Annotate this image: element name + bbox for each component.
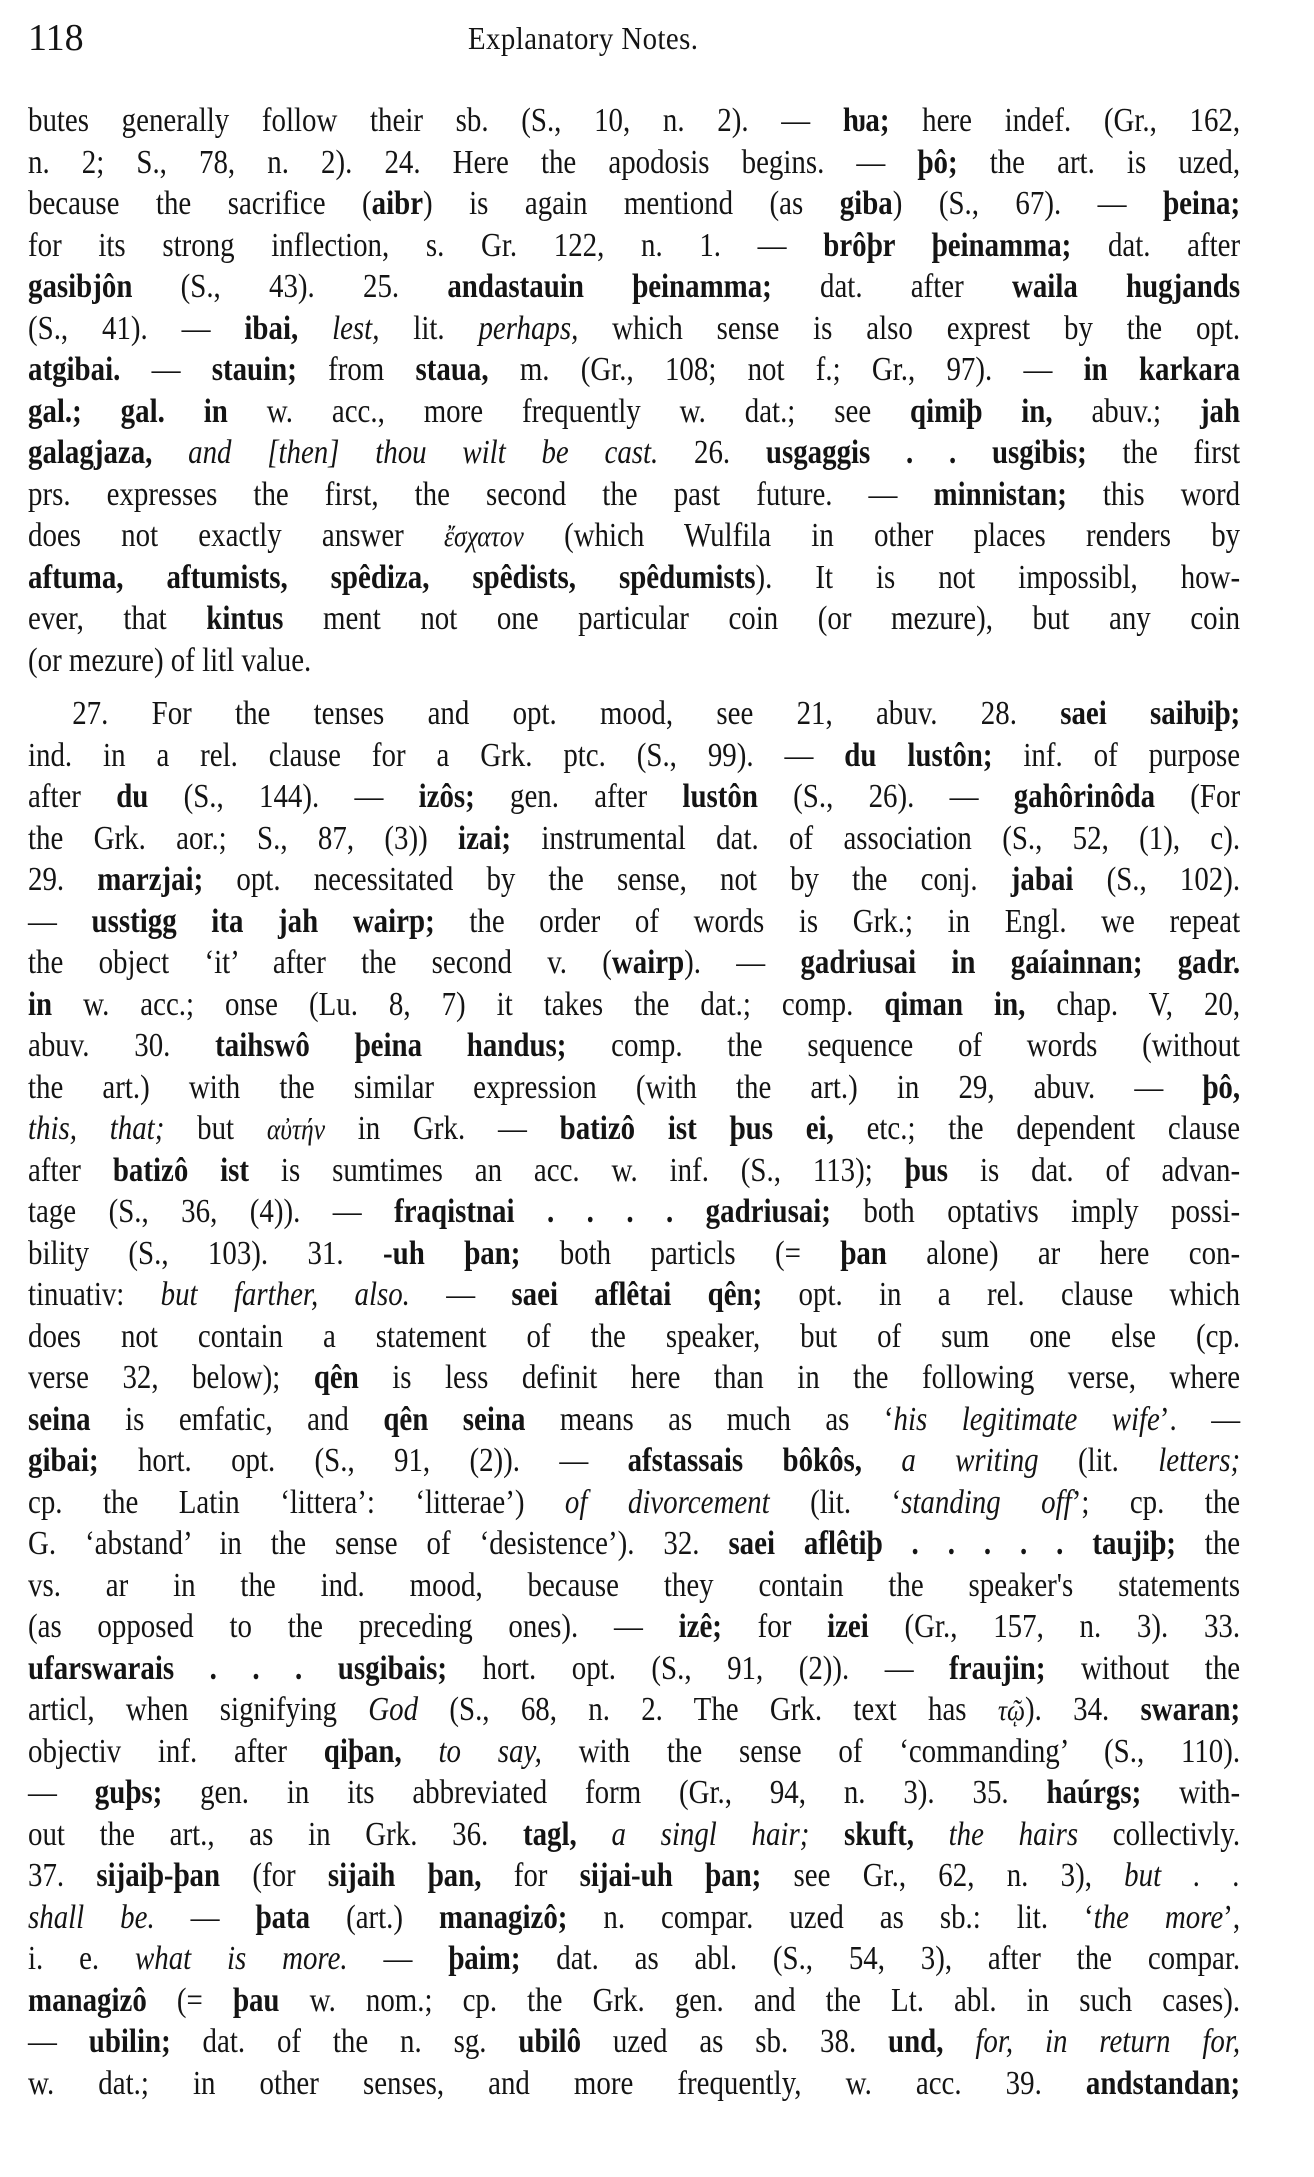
bold-term: sijai-uh þan; [579,1857,762,1894]
bold-term: batizô ist [112,1151,250,1189]
text-run: in Grk. — [325,1110,560,1147]
bold-term: lustôn [682,778,758,815]
text-run: ’; cp. the [1071,1483,1241,1521]
text-run: tage (S., 36, (4)). — [28,1193,395,1230]
text-run: n. compar. uzed as sb.: lit. ‘ [567,1898,1094,1936]
text-run: cp. the Latin ‘littera’: ‘litterae’) [28,1483,565,1521]
paragraph [28,100,1240,681]
text-run: after [28,1151,113,1189]
bold-term: du lustôn; [844,736,993,774]
text-run: 37. [28,1857,97,1894]
bold-term: du [116,778,149,815]
bold-term: aftuma, aftumists, spêdiza, spêdists, spêdumists [28,558,756,596]
text-run: ind. in a rel. clause for a Grk. ptc. (S., 99). — [28,736,845,774]
text-run: gen. after [474,778,683,815]
bold-term: ubilô [518,2023,582,2060]
italic-gloss: but farther, also. [160,1276,410,1313]
bold-term: þan [840,1234,887,1272]
text-line [28,1980,1240,2022]
bold-term: taihswô þeina handus; [215,1027,567,1064]
text-line [28,266,1240,308]
bold-term: stauin; [211,351,297,388]
italic-gloss: the hairs [913,1815,1079,1853]
bold-term: þaim; [448,1940,521,1977]
italic-gloss: to say, [401,1732,542,1770]
text-line [28,1855,1240,1897]
bold-term: qimiþ in, [910,392,1053,430]
text-line [28,1150,1240,1192]
bold-term: usstigg ita jah wairp; [91,902,435,940]
text-line [28,308,1240,350]
text-run: after [28,778,117,815]
text-run: (lit. ‘ [769,1483,902,1521]
bold-term: gibai; [28,1442,99,1479]
text-run: because the sacrifice ( [28,185,372,222]
italic-gloss: this, that; [28,1110,165,1147]
italic-gloss: the more [1093,1898,1224,1936]
text-run: abuv.; [1052,392,1200,430]
bold-term: swaran; [1140,1691,1241,1728]
text-run: ’, [1223,1898,1241,1936]
text-line [28,640,1240,682]
text-run: etc.; the dependent clause [833,1110,1241,1147]
italic-gloss: of divorcement [564,1483,770,1521]
text-run: — [409,1276,512,1313]
bold-term: tagl, [522,1815,577,1853]
bold-term: -uh þan; [383,1234,521,1272]
italic-gloss: God [368,1691,419,1728]
text-line [28,1606,1240,1648]
bold-term: skuft, [844,1815,914,1853]
text-line [28,1025,1240,1067]
italic-gloss: what is more. [134,1940,348,1977]
text-run: for [721,1608,828,1645]
bold-term: saei aflêtai qên; [511,1276,763,1313]
text-run: ) (S., 67). — [892,185,1164,222]
text-line [28,1233,1240,1275]
bold-term: qên seina [383,1400,526,1438]
text-run: w. acc., more frequently w. dat.; see [227,392,911,430]
bold-term: þô; [917,143,958,181]
bold-term: brôþr þeinamma; [823,226,1072,264]
text-line [28,1108,1240,1150]
bold-term: ƕa; [842,102,890,139]
text-run: which sense is also exprest by the opt. [578,309,1241,347]
text-run: chap. V, 20, [1025,985,1241,1023]
text-run: n. 2; S., 78, n. 2). 24. Here the apodosis begins. — [28,143,918,181]
bold-term: izôs; [418,778,475,815]
bold-term: ibai, [244,309,299,347]
text-run: alone) ar here con- [886,1234,1241,1272]
text-run: the object ‘it’ after the second v. ( [28,944,612,981]
text-run: inf. of purpose [992,736,1241,774]
bold-term: marzjai; [97,861,204,898]
bold-term: gadriusai in gaíainnan; [800,944,1143,981]
text-run: ) is again mentiond (as [423,185,840,222]
italic-gloss: but . . [1124,1857,1241,1894]
text-line [28,1440,1240,1482]
text-run: m. (Gr., 108; not f.; Gr., 97). — [488,351,1084,388]
bold-term: izê; [678,1608,722,1645]
text-line [28,1316,1240,1358]
text-line [28,2063,1240,2105]
text-line [28,1772,1240,1814]
text-run: ). 34. [1024,1691,1141,1728]
text-run: (S., 43). 25. [132,268,448,305]
text-run: ever, that [28,600,207,637]
bold-term: þô, [1202,1068,1241,1106]
bold-term: haúrgs; [1046,1774,1142,1811]
text-run: but [164,1110,267,1147]
text-run: — [28,1774,95,1811]
text-line [28,1482,1240,1524]
italic-gloss: his legitimate wife [893,1400,1160,1438]
bold-term: managizô; [438,1898,568,1936]
text-run: — [154,1898,256,1936]
text-run: (as opposed to the preceding ones). — [28,1608,679,1645]
italic-gloss: for, in return for, [943,2023,1241,2060]
text-run: (For [1155,778,1241,815]
text-line [28,1814,1240,1856]
text-run: ). It is not impossibl, how- [755,558,1241,596]
text-run: means as much as ‘ [525,1400,894,1438]
bold-term: qiþan, [323,1732,402,1770]
bold-term: þus [904,1151,949,1189]
text-line [28,1191,1240,1233]
text-run: this word [1066,475,1241,513]
text-run: (S., 41). — [28,309,245,347]
text-run: here indef. (Gr., 162, [889,102,1241,139]
greek-word: ἔσχατον [443,520,524,553]
text-run [809,1816,844,1853]
text-line [28,557,1240,599]
bold-term: qên [313,1359,359,1396]
bold-term: aibr [371,185,424,222]
text-run: 29. [28,861,98,898]
paragraph [28,693,1240,2104]
text-line [28,1067,1240,1109]
text-run: (Gr., 157, n. 3). 33. [868,1608,1241,1645]
text-run: out the art., as in Grk. 36. [28,1815,523,1853]
text-line [28,735,1240,777]
bold-term: sijaih þan, [327,1857,482,1894]
text-run: — [28,902,92,940]
text-run: hort. opt. (S., 91, (2)). — [446,1649,950,1687]
text-run: tinuativ: [28,1276,161,1313]
text-run: both optativs imply possi- [830,1193,1241,1230]
text-run: is less definit here than in the following verse, where [358,1359,1241,1396]
text-run: is sumtimes an acc. w. inf. (S., 113); [249,1151,905,1189]
text-run: dat. after [1071,226,1241,264]
text-line [28,1565,1240,1607]
text-run: ). — [684,944,801,981]
text-line [28,100,1240,142]
greek-word: τῷ [997,1694,1025,1727]
italic-gloss: perhaps, [478,309,579,347]
text-line [28,1357,1240,1399]
text-run: without the [1045,1649,1241,1687]
bold-term: wairp [611,944,685,981]
bold-term: waila hugjands [1011,268,1241,305]
bold-term: þata [255,1898,311,1936]
italic-gloss: a singl hair; [576,1815,810,1853]
text-run: w. nom.; cp. the Grk. gen. and the Lt. abl. in such cases). [279,1981,1241,2019]
bold-term: giba [839,185,893,222]
text-run: dat. of the n. sg. [170,2023,519,2060]
text-run: with- [1141,1774,1241,1811]
italic-gloss: shall be. [28,1898,155,1936]
running-head-title: Explanatory Notes. [468,20,699,56]
text-run: the art. is uzed, [957,143,1241,181]
bold-term: sijaiþ-þan [96,1857,221,1894]
bold-term: und, [888,2023,944,2060]
text-run: opt. necessitated by the sense, not by the conj. [203,861,1011,898]
italic-gloss: lest, [298,309,380,347]
text-run: i. e. [28,1940,135,1977]
bold-term: ubilin; [88,2023,171,2060]
bold-term: saei saiƕiþ; [1060,695,1241,732]
bold-term: jah [1199,392,1241,430]
text-run: is emfatic, and [90,1400,384,1438]
text-run: butes generally follow their sb. (S., 10, n. 2). — [28,102,843,139]
italic-gloss: standing off [901,1483,1072,1521]
text-run: (= [146,1981,233,2019]
text-run: (art.) [310,1898,439,1936]
text-line [28,942,1240,984]
text-line [28,818,1240,860]
text-run [1142,944,1177,981]
text-line [28,598,1240,640]
text-run: (for [220,1857,328,1894]
text-line [28,2021,1240,2063]
bold-term: in [28,985,53,1023]
text-run: articl, when signifying [28,1691,369,1728]
bold-term: afstassais bôkôs, [627,1442,863,1479]
text-run: the art.) with the similar expression (with the art.) in 29, abuv. — [28,1068,1203,1106]
text-run: see Gr., 62, n. 3), [761,1857,1125,1894]
body-text [28,100,1240,2116]
text-run: (which Wulfila in other places renders by [523,517,1241,554]
text-run: ment not one particular coin (or mezure), but any coin [283,600,1241,637]
greek-word: αὐτήν [266,1113,326,1146]
bold-term: minnistan; [933,475,1067,513]
text-line [28,1274,1240,1316]
text-line [28,349,1240,391]
text-run: is dat. of advan- [948,1151,1241,1189]
text-line [28,225,1240,267]
text-run: lit. [379,309,479,347]
text-run: — [28,2023,89,2060]
text-run: for [481,1857,580,1894]
bold-term: jabai [1010,861,1074,898]
bold-term: fraqistnai . . . . gadriusai; [394,1193,831,1230]
text-run: bility (S., 103). 31. [28,1234,384,1272]
italic-gloss: letters; [1158,1442,1241,1479]
text-line [28,391,1240,433]
text-run: does not contain a statement of the speaker, but of sum one else (cp. [28,1317,1241,1355]
bold-term: þau [232,1981,280,2019]
text-run: for its strong inflection, s. Gr. 122, n. 1. — [28,226,824,264]
text-run: 27. For the tenses and opt. mood, see 21, abuv. 28. [72,695,1061,732]
bold-term: izei [827,1608,869,1645]
text-line [28,693,1240,735]
bold-term: atgibai. [28,351,121,388]
text-run: w. dat.; in other senses, and more frequently, w. acc. 39. [28,2064,1086,2102]
text-run: (lit. [1038,1442,1159,1479]
text-run: dat. after [771,268,1012,305]
text-run: ’. — [1159,1400,1241,1438]
text-run: the first [1086,434,1241,471]
bold-term: guþs; [94,1774,163,1811]
text-run: verse 32, below); [28,1359,314,1396]
text-run: — [120,351,212,388]
text-run: (S., 68, n. 2. The Grk. text has [418,1691,998,1728]
bold-term: gadr. [1177,944,1241,981]
text-run: — [347,1940,449,1977]
text-run: vs. ar in the ind. mood, because they contain the speaker's statements [28,1566,1241,1604]
text-line [28,901,1240,943]
text-run: uzed as sb. 38. [581,2023,889,2060]
text-run: opt. in a rel. clause which [762,1276,1241,1313]
bold-term: batizô ist þus ei, [559,1110,834,1147]
bold-term: gahôrinôda [1013,778,1156,815]
text-run: both particls (= [520,1234,841,1272]
bold-term: galagjaza, [28,434,153,471]
bold-term: qiman in, [884,985,1026,1023]
bold-term: staua, [415,351,489,388]
text-line [28,474,1240,516]
bold-term: fraujin; [949,1649,1046,1687]
text-run: prs. expresses the first, the second the past future. — [28,475,934,513]
text-run: collectivly. [1078,1815,1241,1853]
bold-term: andastauin þeinamma; [447,268,772,305]
text-run: (or mezure) of litl value. [28,641,312,679]
text-run: w. acc.; onse (Lu. 8, 7) it takes the dat.; comp. [52,985,885,1023]
text-line [28,859,1240,901]
text-run: (S., 26). — [757,778,1014,815]
text-line [28,515,1240,557]
text-run: the [1175,1525,1241,1562]
bold-term: saei aflêtiþ . . . . . taujiþ; [728,1525,1176,1562]
text-run: objectiv inf. after [28,1732,324,1770]
text-run: the Grk. aor.; S., 87, (3)) [28,819,459,857]
bold-term: ufarswarais . . . usgibais; [28,1649,447,1687]
text-run: hort. opt. (S., 91, (2)). — [98,1442,628,1479]
text-line [28,432,1240,474]
page-number: 118 [28,17,84,59]
bold-term: gal.; gal. in [28,392,228,430]
bold-term: managizô [28,1981,147,2019]
italic-gloss: and [then] thou wilt be cast. [152,434,659,471]
text-run: does not exactly answer [28,517,444,554]
bold-term: in karkara [1083,351,1241,388]
text-line [28,776,1240,818]
bold-term: andstandan; [1085,2064,1241,2102]
text-run: abuv. 30. [28,1027,216,1064]
text-run: instrumental dat. of association (S., 52, (1), c). [511,819,1241,857]
text-line [28,1689,1240,1731]
text-line [28,984,1240,1026]
text-line [28,1938,1240,1980]
text-line [28,183,1240,225]
italic-gloss: a writing [862,1442,1039,1479]
bold-term: þeina; [1163,185,1241,222]
text-line [28,1897,1240,1939]
bold-term: kintus [206,600,284,637]
text-run: dat. as abl. (S., 54, 3), after the compar. [520,1940,1241,1977]
text-run: gen. in its abbreviated form (Gr., 94, n. 3). 35. [162,1774,1047,1811]
bold-term: usgaggis . . usgibis; [765,434,1087,471]
text-run: from [296,351,416,388]
text-run: comp. the sequence of words (without [566,1027,1241,1064]
text-run: 26. [658,434,766,471]
text-line [28,1731,1240,1773]
text-run: G. ‘abstand’ in the sense of ‘desistence’). 32. [28,1525,729,1562]
bold-term: izai; [458,819,512,857]
bold-term: gasibjôn [28,268,133,305]
text-run: the order of words is Grk.; in Engl. we repeat [434,902,1241,940]
bold-term: seina [28,1400,91,1438]
text-run: with the sense of ‘commanding’ (S., 110). [541,1732,1241,1770]
text-line [28,1523,1240,1565]
text-run: (S., 144). — [148,778,419,815]
text-line [28,1399,1240,1441]
text-run: (S., 102). [1073,861,1241,898]
text-line [28,1648,1240,1690]
text-line [28,142,1240,184]
